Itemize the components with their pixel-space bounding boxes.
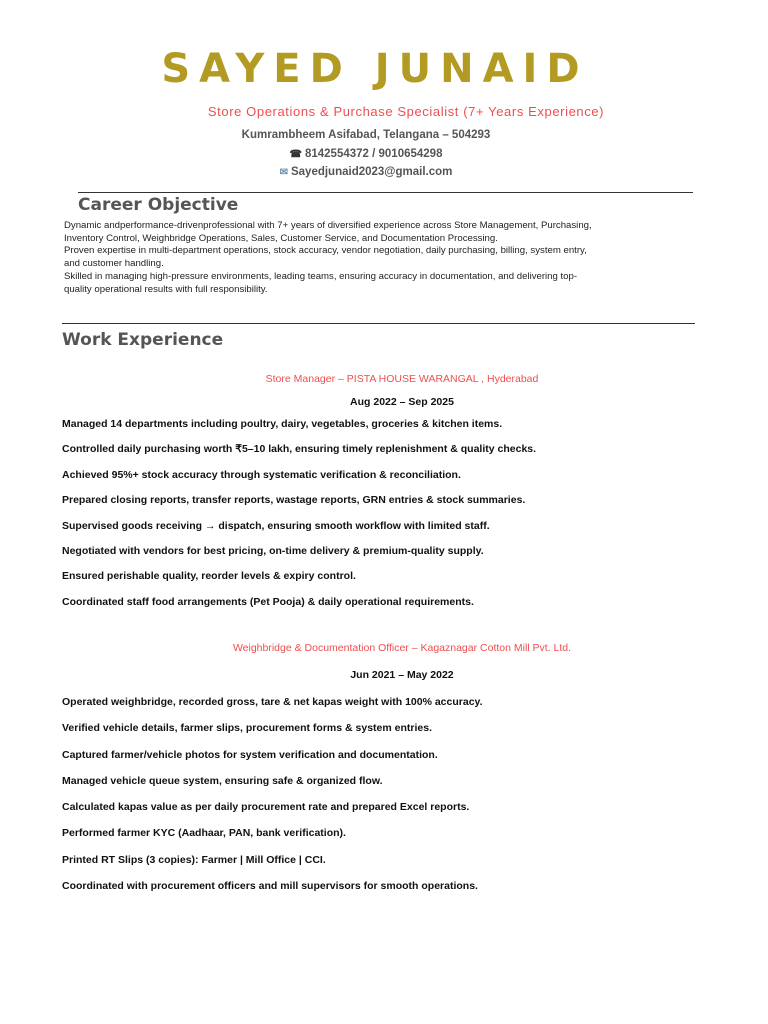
job-point: Managed vehicle queue system, ensuring safe & organized flow. xyxy=(62,774,383,787)
address-text: Kumrambheem Asifabad, Telangana – 504293 xyxy=(241,129,491,141)
job-point: Ensured perishable quality, reorder levels & expiry control. xyxy=(62,570,356,583)
job-point: Achieved 95%+ stock accuracy through systematic verification & reconciliation. xyxy=(62,468,461,481)
section-heading-work-experience: Work Experience xyxy=(62,330,224,350)
email-icon: ✉ xyxy=(279,167,288,178)
candidate-name: SAYED JUNAID xyxy=(161,46,589,92)
objective-line: and customer handling. xyxy=(64,258,164,270)
job-point: Operated weighbridge, recorded gross, tare & net kapas weight with 100% accuracy. xyxy=(62,696,483,708)
job-point: Verified vehicle details, farmer slips, procurement forms & system entries. xyxy=(62,722,432,735)
divider-work xyxy=(62,323,695,324)
objective-line: Proven expertise in multi-department operations, stock accuracy, vendor negotiation, daily purchasing, billing, system entry, xyxy=(64,245,587,257)
objective-line: Inventory Control, Weighbridge Operations, Sales, Customer Service, and Documentation Processing. xyxy=(64,232,498,244)
phone-line xyxy=(0,148,732,160)
job-point: Controlled daily purchasing worth ₹5–10 lakh, ensuring timely replenishment & quality checks. xyxy=(62,443,537,456)
objective-line: quality operational results with full responsibility. xyxy=(64,283,268,295)
phone-icon: ☎ xyxy=(289,149,302,160)
objective-line: Skilled in managing high-pressure environments, leading teams, ensuring accuracy in documentation, and delivering top- xyxy=(64,270,578,282)
job-point: Coordinated with procurement officers and mill supervisors for smooth operations. xyxy=(62,880,478,893)
job-points-weighbridge-officer xyxy=(62,696,742,906)
job-point: Negotiated with vendors for best pricing, on-time delivery & premium-quality supply. xyxy=(62,544,484,557)
job-point: Performed farmer KYC (Aadhaar, PAN, bank verification). xyxy=(62,827,346,840)
objective-line: Dynamic andperformance-drivenprofessional with 7+ years of diversified experience across Store Management, Purchasing, xyxy=(64,220,592,231)
job-point: Managed 14 departments including poultry, dairy, vegetables, groceries & kitchen items. xyxy=(62,418,503,430)
divider-top xyxy=(78,192,693,193)
job-point: Printed RT Slips (3 copies): Farmer | Mill Office | CCI. xyxy=(62,853,326,866)
job-title-store-manager: Store Manager – PISTA HOUSE WARANGAL , Hyderabad xyxy=(265,373,539,385)
job-point: Captured farmer/vehicle photos for system verification and documentation. xyxy=(62,748,438,761)
job-role-title: Store Operations & Purchase Specialist (7+ Years Experience) xyxy=(207,104,605,119)
email-line xyxy=(0,166,732,178)
address xyxy=(0,129,732,141)
email-text: Sayedjunaid2023@gmail.com xyxy=(290,166,453,178)
job-points-store-manager xyxy=(62,418,742,621)
career-objective-text xyxy=(64,220,704,296)
section-heading-career-objective: Career Objective xyxy=(78,195,239,215)
job-dates-weighbridge-officer: Jun 2021 – May 2022 xyxy=(350,669,454,681)
phone-text: 8142554372 / 9010654298 xyxy=(304,148,443,160)
job-point: Supervised goods receiving → dispatch, ensuring smooth workflow with limited staff. xyxy=(62,519,490,532)
job-point: Coordinated staff food arrangements (Pet Pooja) & daily operational requirements. xyxy=(62,595,474,608)
job-title-weighbridge-officer: Weighbridge & Documentation Officer – Kagaznagar Cotton Mill Pvt. Ltd. xyxy=(232,642,572,654)
job-dates-store-manager: Aug 2022 – Sep 2025 xyxy=(350,396,454,408)
job-point: Prepared closing reports, transfer reports, wastage reports, GRN entries & stock summaries. xyxy=(62,494,526,507)
job-point: Calculated kapas value as per daily procurement rate and prepared Excel reports. xyxy=(62,801,470,814)
